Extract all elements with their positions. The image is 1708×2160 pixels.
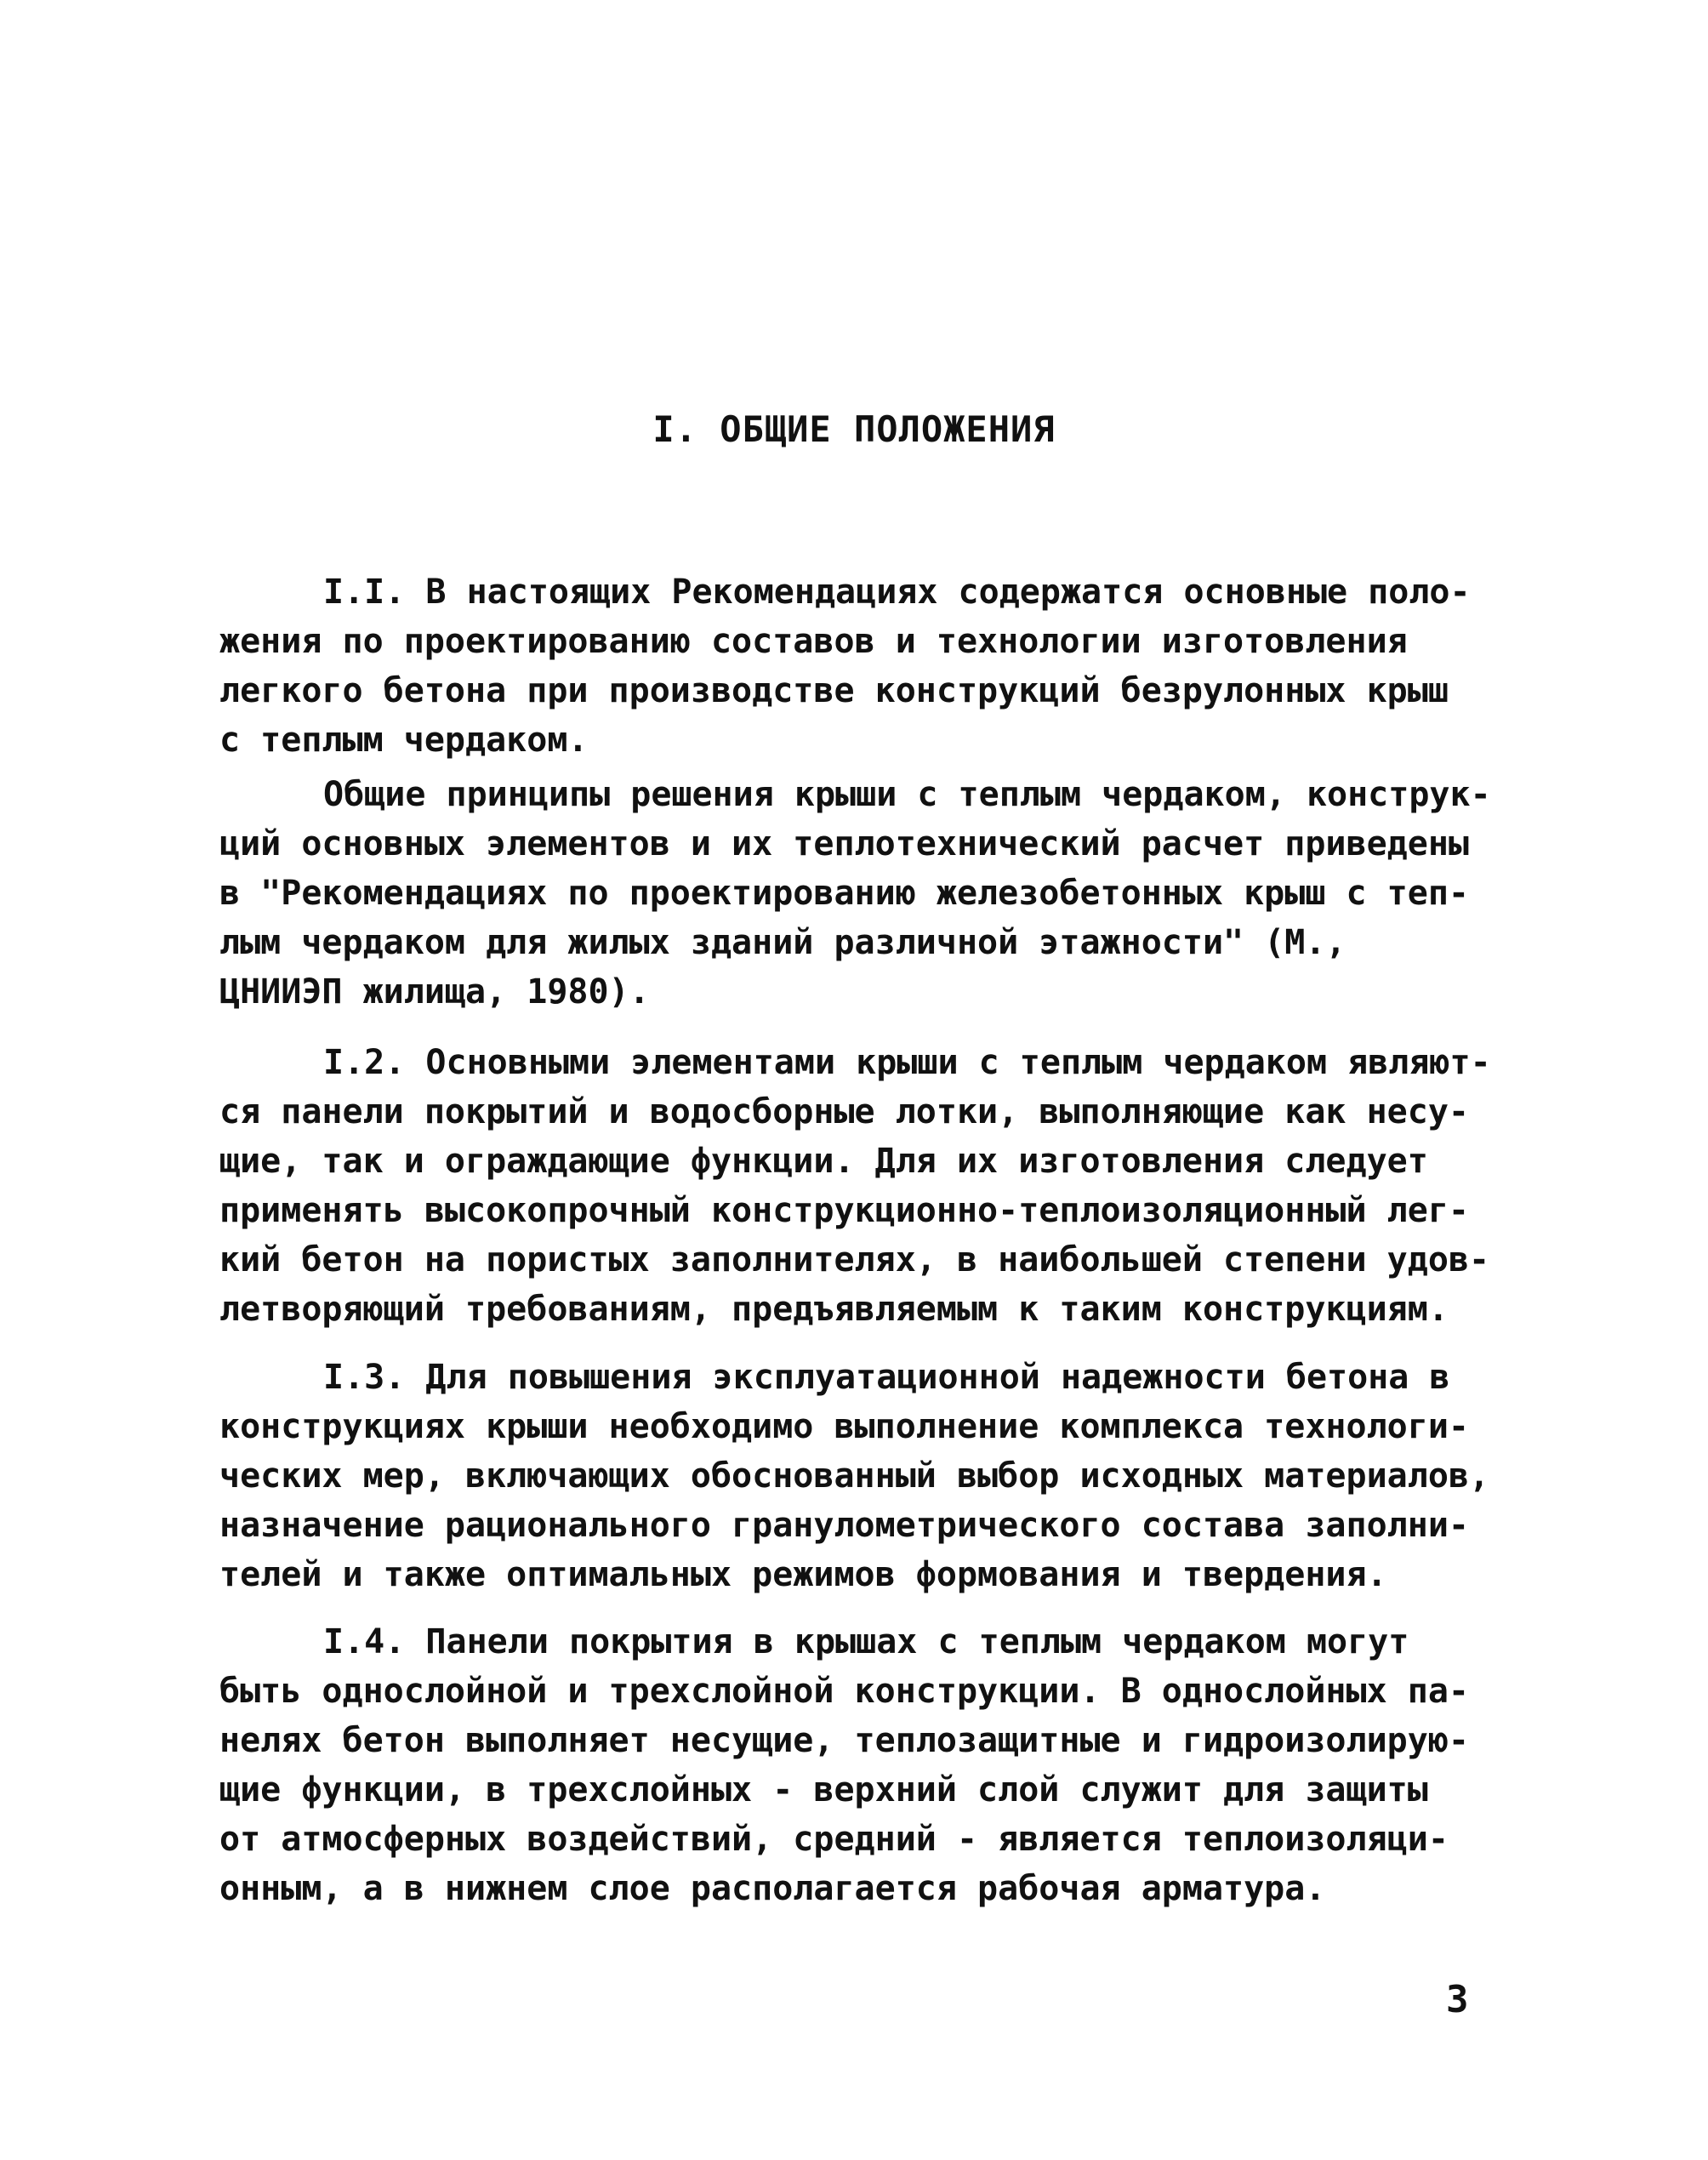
text-line: в "Рекомендациях по проектированию железобетонных крыш с теп- bbox=[219, 874, 1470, 913]
text-line: Общие принципы решения крыши с теплым чердаком, конструк- bbox=[323, 775, 1491, 814]
text-line: применять высокопрочный конструкционно-теплоизоляционный лег- bbox=[219, 1191, 1470, 1230]
text-line: жения по проектированию составов и технологии изготовления bbox=[219, 622, 1408, 661]
text-line: летворяющий требованиям, предъявляемым к таким конструкциям. bbox=[219, 1290, 1449, 1329]
text-line: I.I. В настоящих Рекомендациях содержатся основные поло- bbox=[323, 573, 1471, 612]
text-line: кий бетон на пористых заполнителях, в наибольшей степени удов- bbox=[219, 1240, 1490, 1279]
text-line: быть однослойной и трехслойной конструкции. В однослойных па- bbox=[219, 1672, 1470, 1711]
text-line: щие, так и ограждающие функции. Для их изготовления следует bbox=[219, 1142, 1428, 1181]
text-line: онным, а в нижнем слое располагается рабочая арматура. bbox=[219, 1869, 1326, 1908]
text-line: ся панели покрытий и водосборные лотки, выполняющие как несу- bbox=[219, 1092, 1470, 1131]
text-line: I.2. Основными элементами крыши с теплым чердаком являют- bbox=[323, 1043, 1491, 1082]
text-line: I.3. Для повышения эксплуатационной надежности бетона в bbox=[323, 1358, 1450, 1397]
page-number: 3 bbox=[1446, 1978, 1469, 2021]
text-line: ческих мер, включающих обоснованный выбор исходных материалов, bbox=[219, 1456, 1490, 1496]
text-line: нелях бетон выполняет несущие, теплозащитные и гидроизолирую- bbox=[219, 1721, 1470, 1760]
text-line: ций основных элементов и их теплотехнический расчет приведены bbox=[219, 824, 1470, 863]
text-line: от атмосферных воздействий, средний - является теплоизоляци- bbox=[219, 1820, 1449, 1859]
text-line: ЦНИИЭП жилища, 1980). bbox=[219, 972, 650, 1012]
text-line: легкого бетона при производстве конструкций безрулонных крыш bbox=[219, 671, 1449, 710]
text-line: назначение рационального гранулометрического состава заполни- bbox=[219, 1506, 1470, 1545]
text-line: телей и также оптимальных режимов формования и твердения. bbox=[219, 1555, 1387, 1594]
section-heading: I. ОБЩИЕ ПОЛОЖЕНИЯ bbox=[652, 408, 1056, 450]
text-line: с теплым чердаком. bbox=[219, 721, 589, 760]
text-line: I.4. Панели покрытия в крышах с теплым чердаком могут bbox=[323, 1622, 1409, 1661]
text-line: щие функции, в трехслойных - верхний слой служит для защиты bbox=[219, 1770, 1428, 1809]
text-line: лым чердаком для жилых зданий различной этажности" (М., bbox=[219, 923, 1346, 962]
text-line: конструкциях крыши необходимо выполнение комплекса технологи- bbox=[219, 1407, 1470, 1446]
